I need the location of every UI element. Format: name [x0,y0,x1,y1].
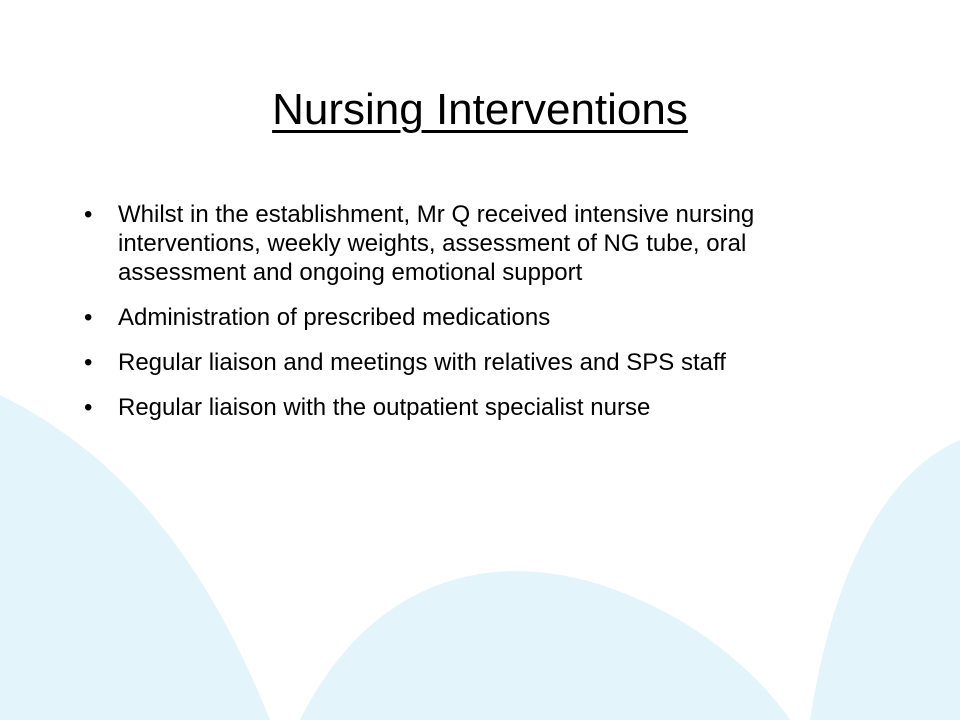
bullet-text: Regular liaison with the outpatient specialist nurse [118,394,651,421]
slide-title: Nursing Interventions [272,85,688,134]
swoosh-middle [300,571,790,720]
bullet-item [80,348,870,377]
bullet-item [80,393,870,422]
swoosh-left [0,395,270,720]
swoosh-right [810,440,960,720]
bullet-text: Administration of prescribed medications [118,304,551,331]
bullet-icon: • [84,201,93,228]
bullet-icon: • [84,394,93,421]
bullet-list [80,200,870,438]
bullet-item [80,303,870,332]
bullet-item [80,200,870,287]
bullet-text: Whilst in the establishment, Mr Q received intensive nursing interventions, weekly weights, assessment of NG tube, oral assessment and ongoing emotional support [118,201,755,286]
bullet-text: Regular liaison and meetings with relatives and SPS staff [118,349,726,376]
bullet-icon: • [84,349,93,376]
bullet-icon: • [84,304,93,331]
